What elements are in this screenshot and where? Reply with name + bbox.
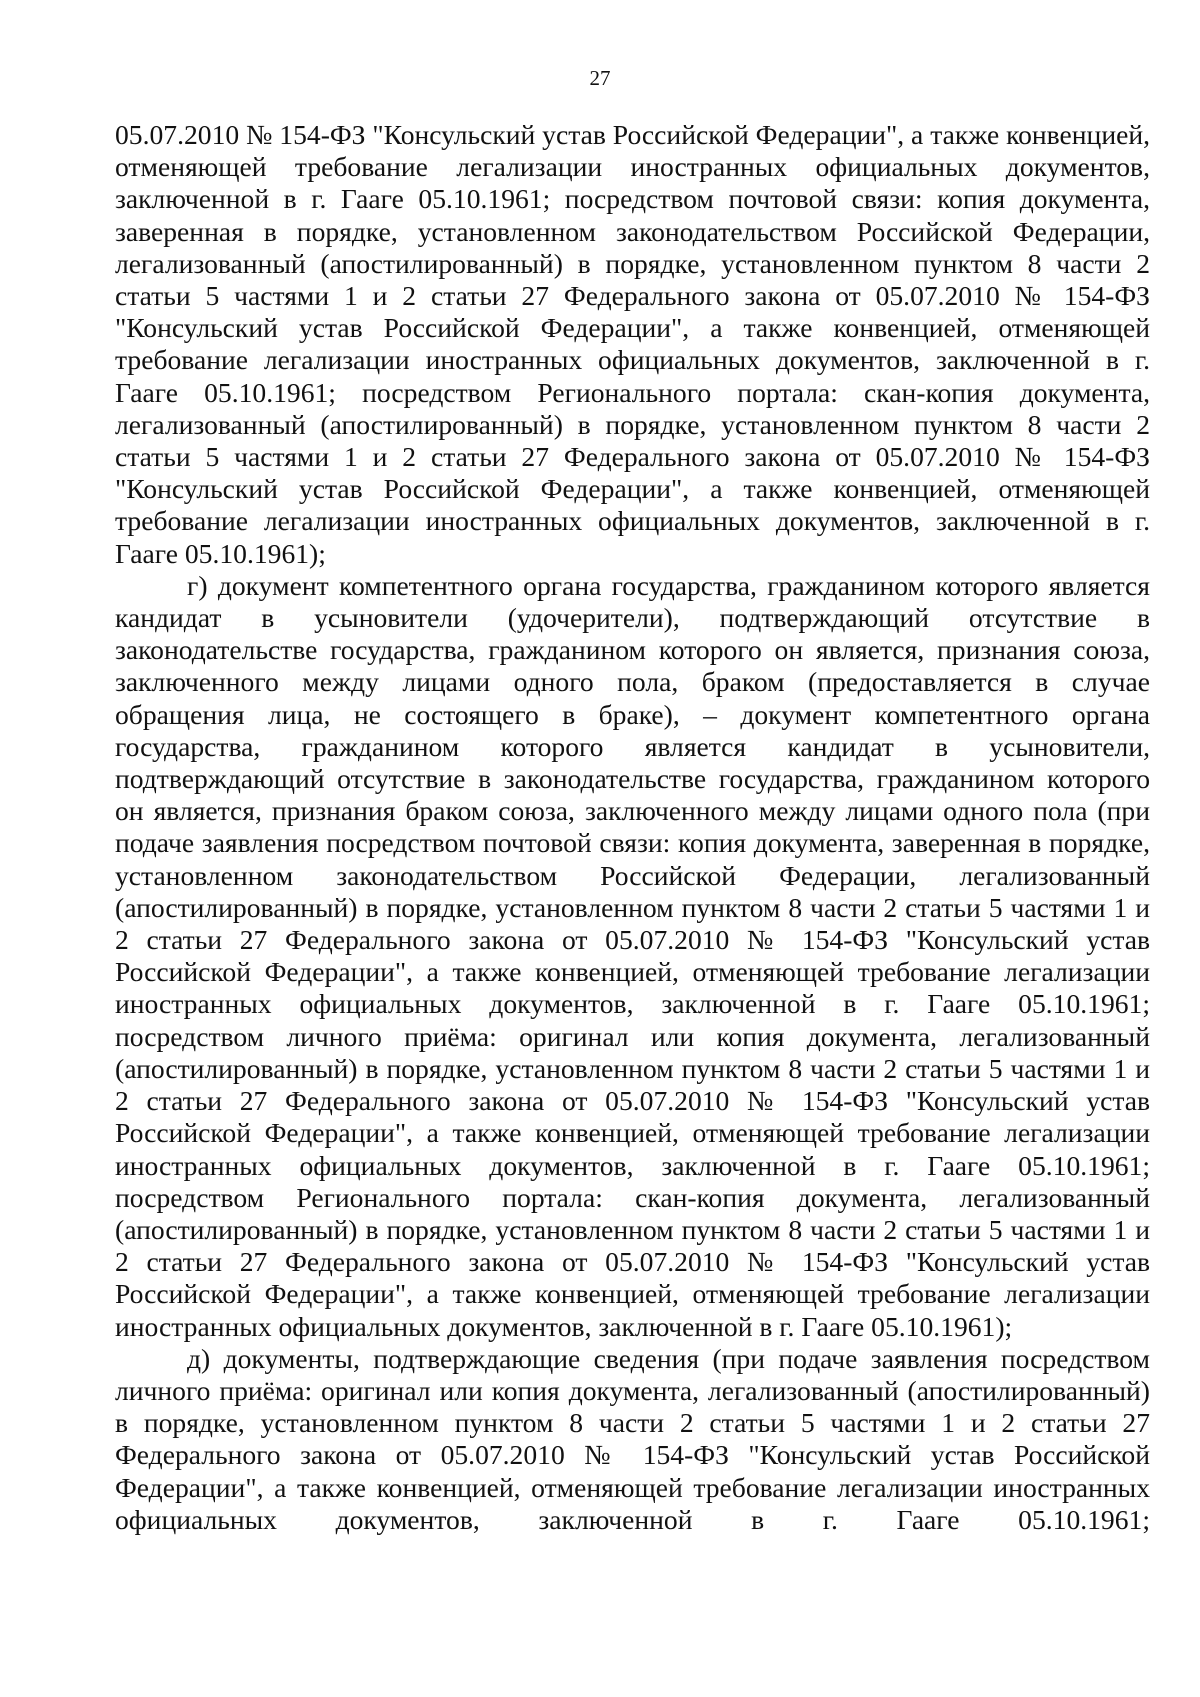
paragraph-item-g: г) документ компетентного органа государства, гражданином которого является кандидат в усыновители (удочерители), подтверждающий отсутствие в законодательстве государства, гражданином которого он является, признания союза, заключенного между лицами одного пола, браком (предоставляется в случае обращения лица, не состоящего в браке), – документ компетентного органа государства, гражданином которого является кандидат в усыновители, подтверждающий отсутствие в законодательстве государства, гражданином которого он является, признания браком союза, заключенного между лицами одного пола (при подаче заявления посредством почтовой связи: копия документа, заверенная в порядке, установленном законодательством Российской Федерации, легализованный (апостилированный) в порядке, установленном пунктом 8 части 2 статьи 5 частями 1 и 2 статьи 27 Федерального закона от 05.07.2010 № 154-ФЗ "Консульский устав Российской Федерации", а также конвенцией, отменяющей требование легализации иностранных официальных документов, заключенной в г. Гааге 05.10.1961; посредством личного приёма: оригинал или копия документа, легализованный (апостилированный) в порядке, установленном пунктом 8 части 2 статьи 5 частями 1 и 2 статьи 27 Федерального закона от 05.07.2010 № 154-ФЗ "Консульский устав Российской Федерации", а также конвенцией, отменяющей требование легализации иностранных официальных документов, заключенной в г. Гааге 05.10.1961; посредством Регионального портала: скан-копия документа, легализованный (апостилированный) в порядке, установленном пунктом 8 части 2 статьи 5 частями 1 и 2 статьи 27 Федерального закона от 05.07.2010 № 154-ФЗ "Консульский устав Российской Федерации", а также конвенцией, отменяющей требование легализации иностранных официальных документов, заключенной в г. Гааге 05.10.1961); [115,569,1150,1342]
page-number: 27 [589,66,611,90]
document-body [115,119,1150,1536]
paragraph-item-d: д) документы, подтверждающие сведения (при подаче заявления посредством личного приёма: оригинал или копия документа, легализованный (апостилированный) в порядке, установленном пунктом 8 части 2 статьи 5 частями 1 и 2 статьи 27 Федерального закона от 05.07.2010 № 154-ФЗ "Консульский устав Российской Федерации", а также конвенцией, отменяющей требование легализации иностранных официальных документов, заключенной в г. Гааге 05.10.1961; [115,1342,1150,1535]
paragraph-continuation: 05.07.2010 № 154-ФЗ "Консульский устав Российской Федерации", а также конвенцией, отменяющей требование легализации иностранных официальных документов, заключенной в г. Гааге 05.10.1961; посредством почтовой связи: копия документа, заверенная в порядке, установленном законодательством Российской Федерации, легализованный (апостилированный) в порядке, установленном пунктом 8 части 2 статьи 5 частями 1 и 2 статьи 27 Федерального закона от 05.07.2010 № 154-ФЗ "Консульский устав Российской Федерации", а также конвенцией, отменяющей требование легализации иностранных официальных документов, заключенной в г. Гааге 05.10.1961; посредством Регионального портала: скан-копия документа, легализованный (апостилированный) в порядке, установленном пунктом 8 части 2 статьи 5 частями 1 и 2 статьи 27 Федерального закона от 05.07.2010 № 154-ФЗ "Консульский устав Российской Федерации", а также конвенцией, отменяющей требование легализации иностранных официальных документов, заключенной в г. Гааге 05.10.1961); [115,119,1150,569]
